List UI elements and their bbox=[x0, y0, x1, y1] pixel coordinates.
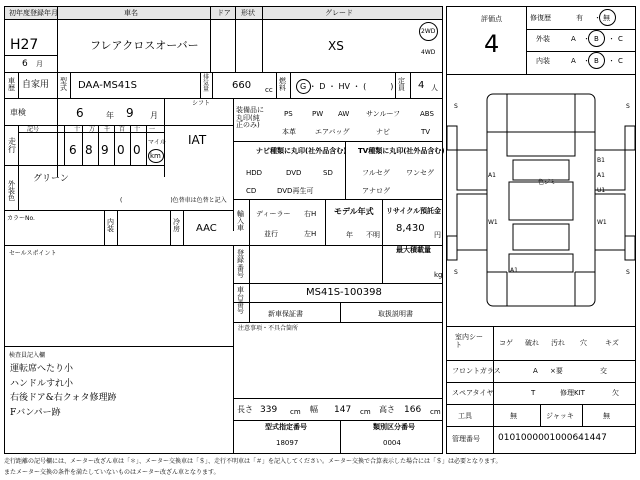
length-unit: cm bbox=[290, 408, 301, 416]
repair-yes: 有 bbox=[576, 14, 583, 22]
interior-sheet-label: 室内シート bbox=[455, 333, 483, 350]
shift-value: IAT bbox=[188, 133, 207, 147]
sheet-burn: コゲ bbox=[499, 339, 513, 347]
navi-dvd-play: DVD再生可 bbox=[277, 187, 314, 195]
int-b: B bbox=[594, 57, 599, 65]
inspection-month: 9 bbox=[126, 106, 134, 120]
equip-navi: ナビ bbox=[376, 128, 390, 136]
class-value: 自家用 bbox=[22, 80, 50, 90]
digit-label-hyaku: 百 bbox=[119, 126, 126, 133]
type-no-value: 18097 bbox=[276, 439, 299, 447]
jack-value: 無 bbox=[603, 412, 610, 420]
type-label: 型式 bbox=[60, 77, 67, 92]
tools-value: 無 bbox=[510, 412, 517, 420]
int-sep2: ・ bbox=[608, 57, 615, 65]
sales-point-label: セールスポイント bbox=[9, 250, 57, 257]
mark-w1-right: W1 bbox=[597, 219, 607, 226]
inspector-label: 検査員記入欄 bbox=[9, 352, 46, 359]
car-name: フレアクロスオーバー bbox=[90, 39, 199, 52]
class-no-value: 0004 bbox=[383, 439, 401, 447]
car-diagram bbox=[447, 90, 635, 310]
disp-label: 排気量 bbox=[203, 74, 210, 93]
tv-oneseg: ワンセグ bbox=[406, 169, 434, 177]
recycle-unit: 円 bbox=[434, 231, 441, 239]
digit-label-man: 万 bbox=[89, 126, 96, 133]
mark-b1: B1 bbox=[597, 157, 605, 164]
color-label: 外装色 bbox=[8, 180, 15, 202]
mileage-digit-4: 0 bbox=[117, 143, 125, 157]
spare-ketsu: 欠 bbox=[612, 389, 619, 397]
drive-4wd: 4WD bbox=[421, 49, 436, 56]
s-mark-3: S bbox=[454, 269, 458, 276]
ac-value: AAC bbox=[196, 223, 217, 234]
s-mark-4: S bbox=[626, 269, 630, 276]
max-load-label: 最大積載量 bbox=[396, 246, 431, 254]
spare-kit: 修理KIT bbox=[560, 389, 585, 397]
color-note: ( )色替車は色替と記入 bbox=[120, 197, 227, 204]
fuel-options: G ・ D ・ HV ・ ( ) bbox=[300, 82, 394, 91]
fuel-label: 燃料 bbox=[279, 77, 286, 92]
equip-abs: ABS bbox=[420, 110, 434, 118]
glass-x: ×要 bbox=[550, 367, 563, 375]
reg-era-year: H27 bbox=[10, 37, 39, 53]
tools-label: 工具 bbox=[458, 412, 472, 420]
max-load-unit: kg bbox=[434, 271, 443, 279]
header-door: ドア bbox=[217, 9, 231, 17]
mileage-digit-3: 9 bbox=[101, 143, 109, 157]
tv-fullseg: フルセグ bbox=[362, 169, 390, 177]
score-label: 評価点 bbox=[481, 15, 502, 23]
mark-a1-right: A1 bbox=[597, 172, 605, 179]
reg-number-label: 登録番号 bbox=[237, 249, 244, 280]
mark-ssu: 色ジミ bbox=[538, 179, 557, 186]
height-label: 高さ bbox=[379, 405, 395, 414]
length-value: 339 bbox=[260, 405, 278, 415]
model-year-unit: 年 bbox=[346, 231, 353, 239]
ext-sep2: ・ bbox=[608, 35, 615, 43]
mark-a1-left: A1 bbox=[488, 172, 496, 179]
import-left: 左H bbox=[304, 230, 317, 238]
unit-mile: マイル bbox=[148, 139, 166, 146]
ac-label: 冷房 bbox=[173, 218, 180, 233]
digit-label-ju: 十 bbox=[134, 126, 141, 133]
glass-label: フロントガラス bbox=[452, 367, 501, 375]
exterior-label: 外装 bbox=[536, 35, 550, 43]
spare-label: スペアタイヤ bbox=[452, 389, 494, 397]
footer-note-2: またメーター交換の条件を満たしていないものはメーター改ざん車となります。 bbox=[4, 469, 220, 476]
header-year: 初年度登録年月 bbox=[9, 9, 58, 17]
recycle-value: 8,430 bbox=[396, 223, 425, 234]
equip-aw: AW bbox=[338, 110, 350, 118]
model-year-unknown: 不明 bbox=[366, 231, 380, 239]
s-mark-1: S bbox=[454, 103, 458, 110]
recycle-label: リサイクル預託金 bbox=[386, 207, 442, 215]
ext-c: C bbox=[618, 35, 623, 43]
height-value: 166 bbox=[404, 405, 422, 415]
reg-month: 6 bbox=[22, 59, 28, 69]
digit-label-ichi: 一 bbox=[149, 126, 156, 133]
width-value: 147 bbox=[334, 405, 352, 415]
model-year-label: モデル年式 bbox=[334, 207, 374, 216]
int-a: A bbox=[571, 57, 576, 65]
ext-a: A bbox=[571, 35, 576, 43]
class-label: 車歴 bbox=[8, 77, 15, 92]
shift-label: シフト bbox=[192, 100, 211, 107]
month-unit: 月 bbox=[36, 60, 43, 68]
disp-value: 660 bbox=[232, 80, 252, 91]
digit-label-10man: 十 bbox=[74, 126, 81, 133]
chassis-label: 車台番号 bbox=[237, 286, 244, 315]
mark-w1-lower: W1 bbox=[488, 219, 498, 226]
mileage-label: 走行 bbox=[8, 137, 16, 154]
disp-unit: cc bbox=[265, 86, 273, 94]
equipment-label: 装備品に丸印(純正のみ) bbox=[236, 106, 264, 130]
import-right: 右H bbox=[304, 210, 317, 218]
mileage-digit-5: 0 bbox=[133, 143, 141, 157]
cap-unit: 人 bbox=[431, 84, 438, 92]
sheet-tear: 破れ bbox=[525, 339, 539, 347]
int-sep1: ・ bbox=[583, 57, 590, 65]
navi-title: ナビ種類に丸印(社外品含む) bbox=[256, 147, 347, 155]
import-dealer: ディーラー bbox=[256, 210, 291, 218]
digit-label-sign: 記号 bbox=[27, 126, 40, 133]
inspection-label: 車検 bbox=[10, 108, 26, 117]
equip-ps: PS bbox=[284, 110, 293, 118]
navi-dvd: DVD bbox=[286, 169, 302, 177]
sheet-dirt: 汚れ bbox=[551, 339, 565, 347]
tv-title: TV種類に丸印(社外品含む) bbox=[358, 147, 445, 155]
footer-note-1: 走行距離の記号欄には、メーター改ざん車は「＊」、メーター交換車は「＄」、走行不明車は「＃」を記入してください。メーター交換で合算表示した場合には「＄」は必要となります。 bbox=[4, 458, 502, 465]
grade-value: XS bbox=[328, 39, 344, 53]
spare-t: T bbox=[531, 389, 536, 397]
ext-b: B bbox=[594, 35, 599, 43]
year-unit: 年 bbox=[106, 111, 114, 120]
inspection-year: 6 bbox=[76, 106, 84, 120]
mark-u1: U1 bbox=[597, 187, 606, 194]
width-label: 幅 bbox=[310, 405, 318, 414]
navi-cd: CD bbox=[246, 187, 257, 195]
repair-no: 無 bbox=[603, 14, 610, 22]
header-grade: グレード bbox=[325, 9, 353, 17]
notes-label: 注意事項・不具合箇所 bbox=[238, 325, 299, 332]
inspector-item-2: ハンドルすれ小 bbox=[10, 379, 74, 389]
s-mark-2: S bbox=[626, 103, 630, 110]
mileage-digit-1: 6 bbox=[69, 143, 77, 157]
mileage-digit-2: 8 bbox=[85, 143, 93, 157]
chassis-value: MS41S-100398 bbox=[306, 287, 382, 298]
int-c: C bbox=[618, 57, 623, 65]
equip-leather: 本革 bbox=[282, 128, 296, 136]
color-value: グリーン bbox=[33, 174, 69, 184]
inspector-item-1: 運転席へたり小 bbox=[10, 364, 74, 374]
glass-ko: 交 bbox=[600, 367, 607, 375]
length-label: 長さ bbox=[237, 405, 253, 414]
owners-manual: 取扱説明書 bbox=[378, 310, 413, 318]
equip-airbag: エアバッグ bbox=[315, 128, 350, 136]
sheet-scratch: キズ bbox=[605, 339, 619, 347]
capacity-value: 4 bbox=[418, 80, 425, 91]
class-no-label: 類別区分番号 bbox=[373, 423, 415, 431]
score-value: 4 bbox=[484, 30, 500, 58]
jack-label: ジャッキ bbox=[546, 412, 574, 420]
height-unit: cm bbox=[430, 408, 441, 416]
color-no-label: カラーNo. bbox=[7, 215, 35, 222]
mgmt-label: 管理番号 bbox=[452, 435, 480, 443]
inspection-month-unit: 月 bbox=[150, 111, 158, 120]
interior-color-label: 内装 bbox=[107, 218, 114, 233]
inspector-item-4: Fバンパー跡 bbox=[10, 408, 61, 418]
digit-label-sen: 千 bbox=[104, 126, 111, 133]
header-shape: 形状 bbox=[241, 9, 255, 17]
navi-hdd: HDD bbox=[246, 169, 263, 177]
repair-sep: ・ bbox=[594, 14, 601, 22]
interior-label: 内装 bbox=[536, 57, 550, 65]
drive-2wd: 2WD bbox=[421, 28, 436, 35]
type-no-label: 型式指定番号 bbox=[265, 423, 307, 431]
cap-label: 定員 bbox=[398, 77, 405, 92]
type-value: DAA-MS41S bbox=[78, 80, 137, 91]
header-model: 車名 bbox=[124, 9, 138, 17]
inspector-item-3: 右後ドア&右クォタ修理跡 bbox=[10, 393, 117, 403]
navi-sd: SD bbox=[323, 169, 333, 177]
mark-a1-bottom: A1 bbox=[510, 267, 518, 274]
equip-sunroof: サンルーフ bbox=[366, 110, 401, 118]
width-unit: cm bbox=[360, 408, 371, 416]
sheet-hole: 穴 bbox=[580, 339, 587, 347]
import-parallel: 並行 bbox=[264, 230, 278, 238]
mgmt-value: 0101000001000641447 bbox=[498, 433, 607, 443]
glass-a: A bbox=[533, 367, 538, 375]
tv-analog: アナログ bbox=[362, 187, 390, 195]
unit-km: km bbox=[150, 152, 161, 160]
equip-pw: PW bbox=[312, 110, 324, 118]
repair-label: 修復歴 bbox=[530, 14, 551, 22]
new-car-warranty: 新車保証書 bbox=[268, 310, 303, 318]
import-label: 輸入車 bbox=[237, 210, 244, 232]
ext-sep1: ・ bbox=[583, 35, 590, 43]
equip-tv: TV bbox=[421, 128, 431, 136]
